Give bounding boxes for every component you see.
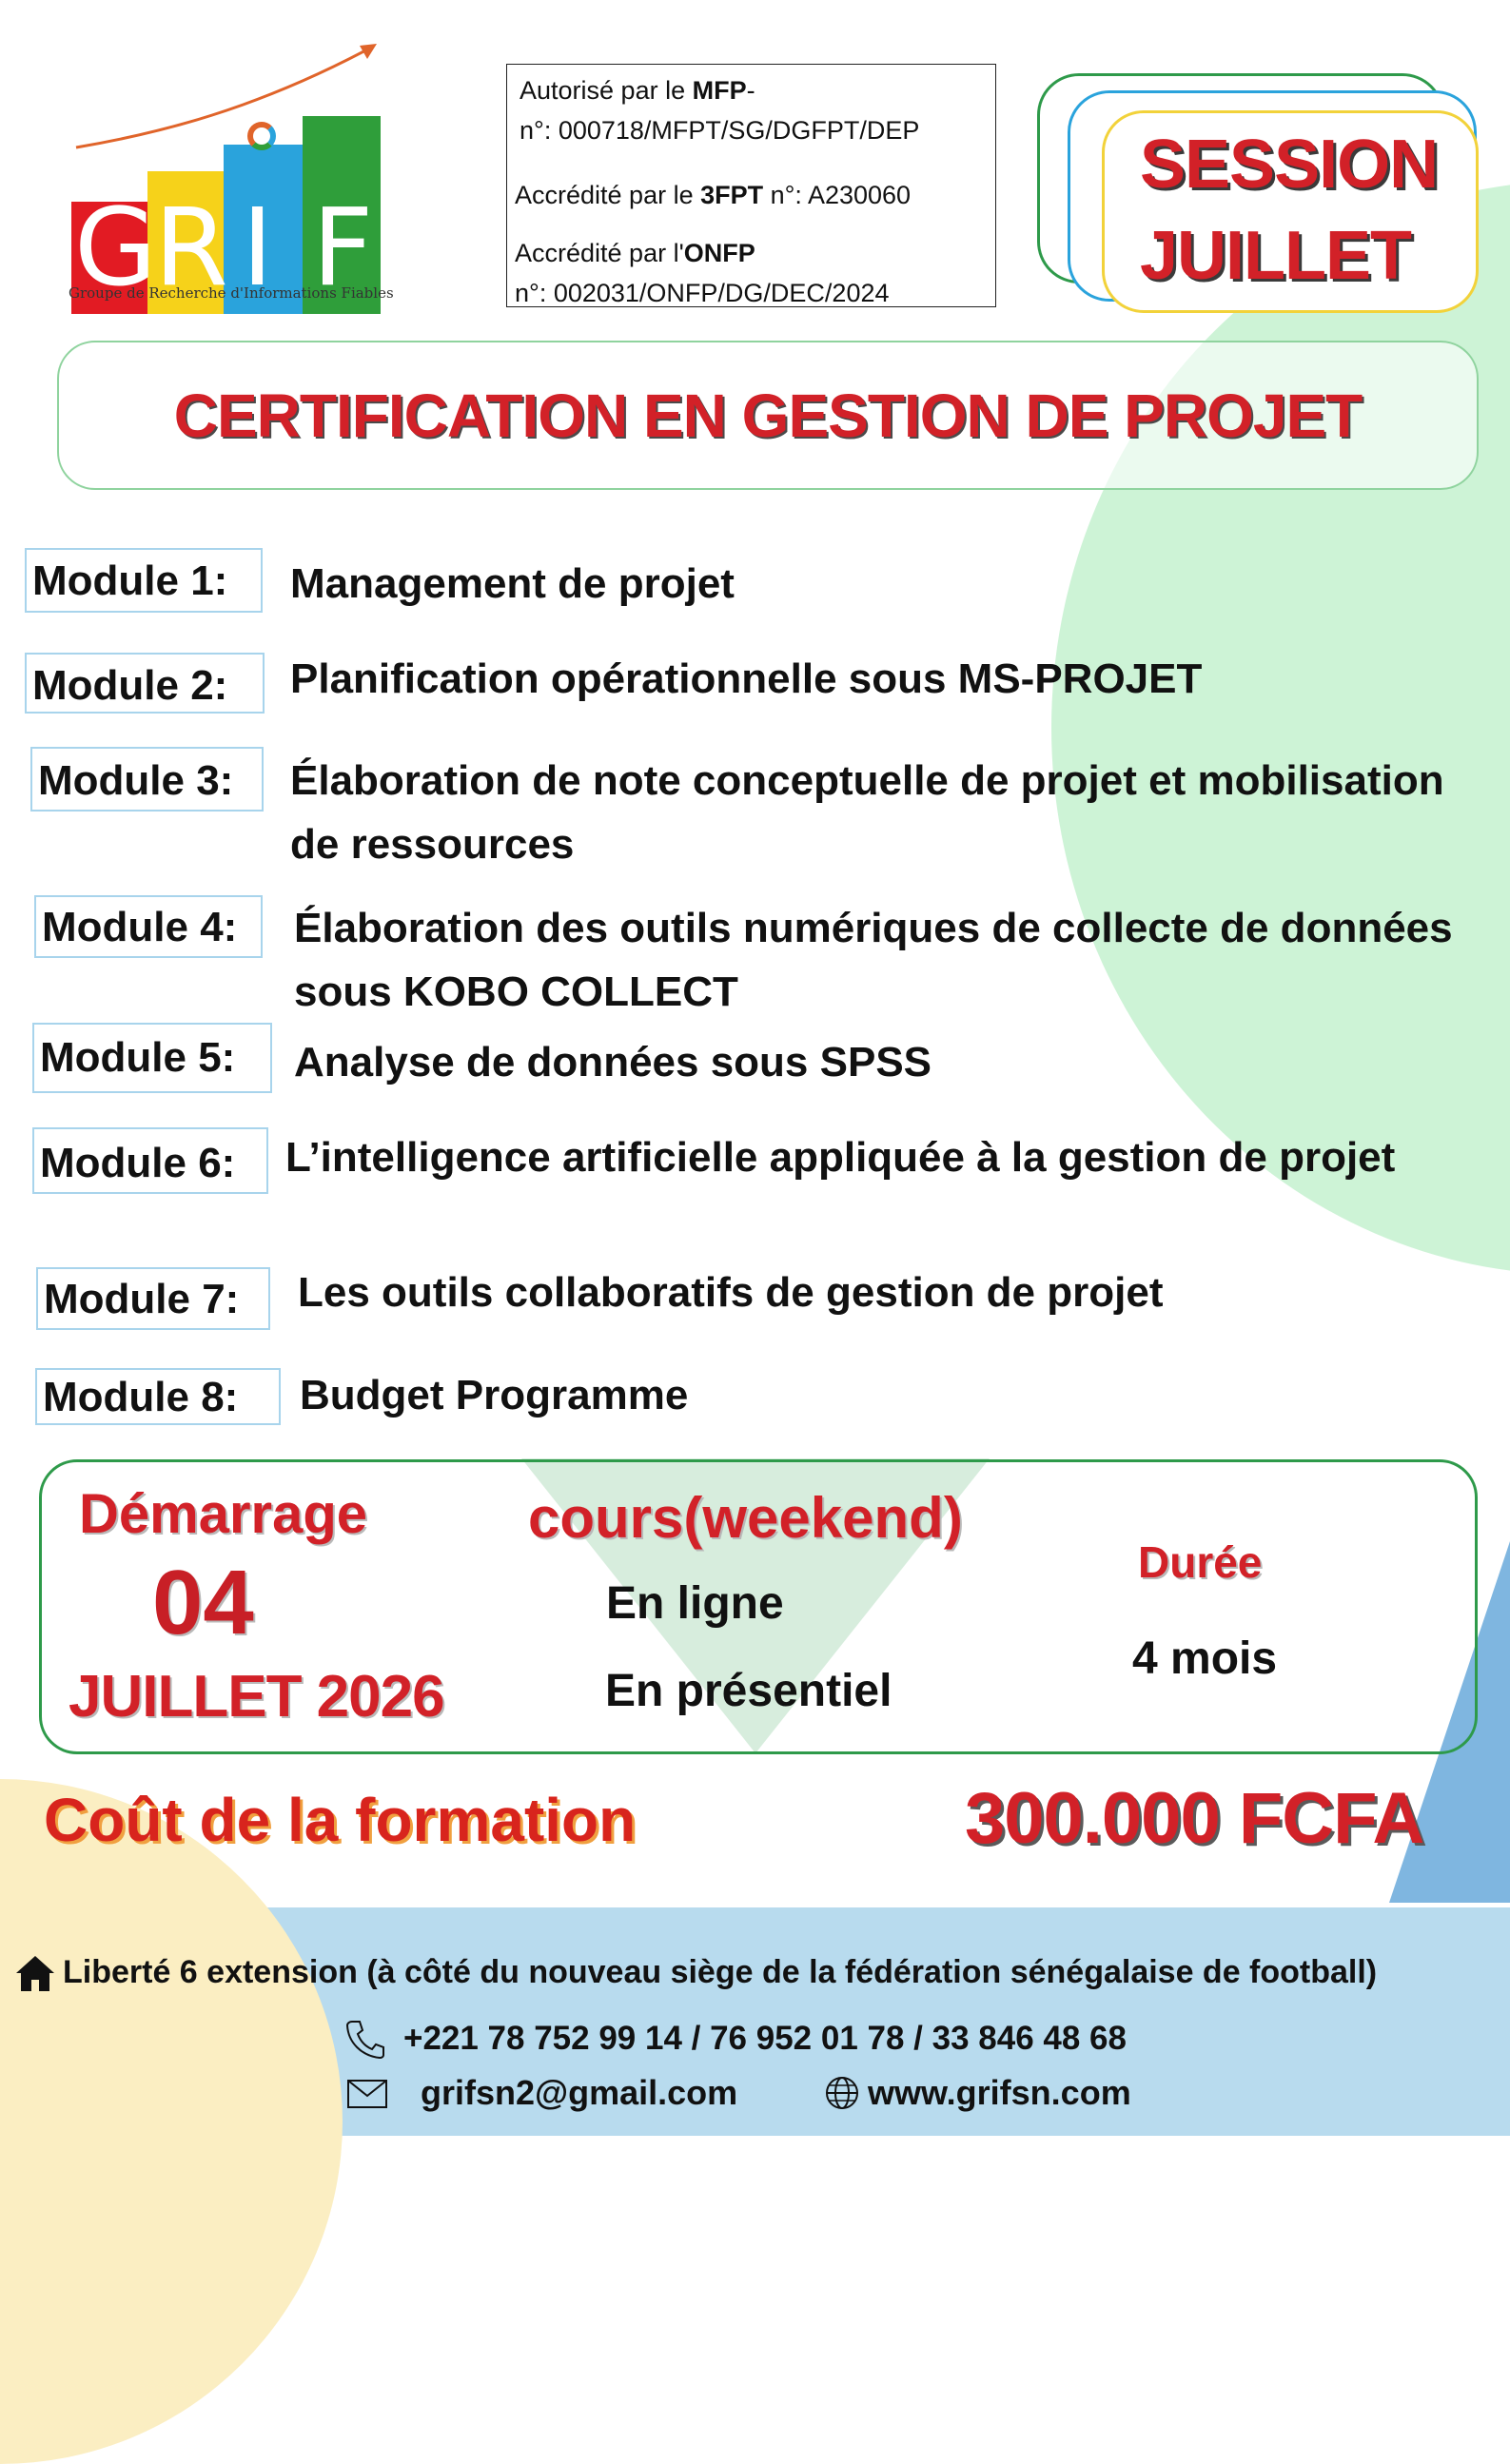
phone-icon xyxy=(344,2018,386,2060)
module-3-text: Élaboration de note conceptuelle de projet et mobilisation de ressources xyxy=(290,757,1444,868)
home-icon xyxy=(13,1953,57,1993)
courses-label: cours(weekend) xyxy=(528,1486,963,1550)
module-4-text: Élaboration des outils numériques de collecte de données sous KOBO COLLECT xyxy=(294,905,1453,1015)
module-2-text: Planification opérationnelle sous MS-PROJET xyxy=(290,655,1203,702)
cost-value: 300.000 FCFA xyxy=(965,1778,1424,1859)
module-7-text: Les outils collaboratifs de gestion de projet xyxy=(298,1269,1164,1316)
duration-value: 4 mois xyxy=(1132,1633,1278,1684)
module-8-text: Budget Programme xyxy=(300,1372,689,1418)
cost-label: Coût de la formation xyxy=(44,1786,637,1854)
auth-onfp: ONFP xyxy=(683,239,755,267)
auth-line-1 xyxy=(520,76,755,106)
module-4-label: Module 4: xyxy=(34,895,263,958)
module-6-label: Module 6: xyxy=(32,1127,268,1194)
session-label: SESSION xyxy=(1140,127,1439,203)
mode-online: En ligne xyxy=(606,1578,784,1629)
auth-mfp-prefix: Autorisé par le xyxy=(520,76,693,105)
module-5-text: Analyse de données sous SPSS xyxy=(294,1039,932,1085)
footer-address: Liberté 6 extension (à côté du nouveau siège de la fédération sénégalaise de football) xyxy=(63,1954,1378,1990)
logo-letter-f: F xyxy=(312,186,374,310)
start-month: JUILLET 2026 xyxy=(69,1664,444,1730)
globe-icon xyxy=(824,2075,860,2111)
auth-line-2: n°: 000718/MFPT/SG/DGFPT/DEP xyxy=(520,116,920,145)
logo-letter-i: I xyxy=(242,186,274,310)
footer-website[interactable]: www.grifsn.com xyxy=(868,2073,1131,2112)
module-7-label: Module 7: xyxy=(36,1267,270,1330)
session-month: JUILLET xyxy=(1140,218,1412,294)
page-title: CERTIFICATION EN GESTION DE PROJET xyxy=(173,381,1363,450)
auth-line-3 xyxy=(515,181,911,210)
authorization-box xyxy=(506,64,996,307)
auth-mfp-suffix: - xyxy=(746,76,755,105)
start-label: Démarrage xyxy=(79,1483,368,1545)
module-8-label: Module 8: xyxy=(35,1368,281,1425)
logo-letter-r: R xyxy=(154,186,228,310)
module-1-text: Management de projet xyxy=(290,560,735,607)
module-2-label: Module 2: xyxy=(25,653,265,714)
module-5-label: Module 5: xyxy=(32,1023,272,1093)
auth-3fpt-suffix: n°: A230060 xyxy=(763,181,912,209)
mail-icon xyxy=(346,2078,388,2110)
logo-dot-icon xyxy=(247,122,276,150)
auth-3fpt-prefix: Accrédité par le xyxy=(515,181,701,209)
module-6-text: L’intelligence artificielle appliquée à la gestion de projet xyxy=(285,1134,1396,1181)
grif-logo xyxy=(67,38,419,314)
auth-onfp-prefix: Accrédité par l' xyxy=(515,239,684,267)
module-3-label: Module 3: xyxy=(30,747,264,812)
auth-3fpt: 3FPT xyxy=(700,181,764,209)
logo-caption: Groupe de Recherche d'Informations Fiables xyxy=(69,284,394,302)
title-box xyxy=(57,341,1479,490)
mode-onsite: En présentiel xyxy=(605,1666,892,1716)
footer-email[interactable]: grifsn2@gmail.com xyxy=(421,2073,738,2112)
logo-letter-g: G xyxy=(74,186,157,310)
auth-mfp: MFP xyxy=(692,76,747,105)
background-yellow-circle xyxy=(0,1779,343,2464)
start-day: 04 xyxy=(152,1552,254,1653)
auth-line-5: n°: 002031/ONFP/DG/DEC/2024 xyxy=(515,279,890,305)
duration-label: Durée xyxy=(1138,1537,1263,1587)
footer-phones: +221 78 752 99 14 / 76 952 01 78 / 33 846 48 68 xyxy=(403,2020,1127,2057)
module-1-label: Module 1: xyxy=(25,548,263,613)
auth-line-4 xyxy=(515,239,755,268)
